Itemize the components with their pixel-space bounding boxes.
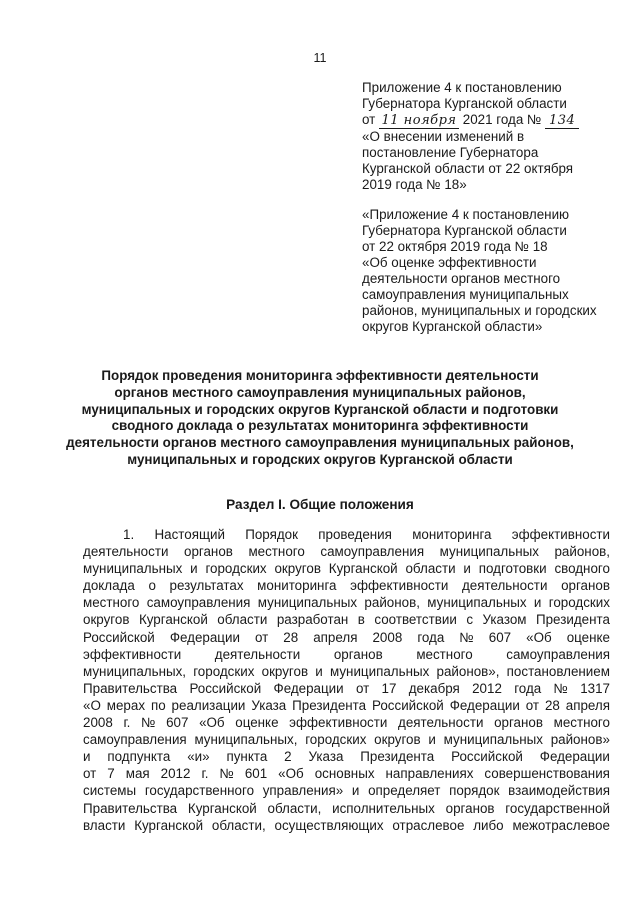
body-word: муниципальных,	[194, 732, 298, 748]
appendix-line: постановление Губернатора	[362, 145, 539, 160]
body-word: области	[405, 561, 456, 577]
appendix-line: Приложение 4 к постановлению	[362, 80, 562, 95]
body-word: Порядок	[245, 527, 298, 542]
body-line	[83, 680, 610, 697]
body-word: Федерации	[273, 680, 344, 696]
body-word: муниципальных,	[83, 663, 186, 679]
body-word: оценке	[566, 629, 610, 645]
body-paragraph	[83, 526, 610, 834]
body-word: от	[254, 629, 269, 645]
body-word: самоуправления	[320, 544, 425, 560]
body-line	[83, 629, 610, 646]
body-word: межотраслевое	[512, 817, 610, 833]
body-word: органов	[445, 800, 495, 816]
body-word: муниципальных	[257, 595, 358, 611]
body-word: №	[219, 766, 234, 782]
handwritten-number: 134	[545, 114, 579, 129]
body-word: взаимодействия	[508, 783, 610, 799]
body-word: либо	[473, 817, 504, 833]
body-word: органов	[333, 646, 383, 662]
body-word: муниципальных	[443, 732, 543, 748]
section-heading: Раздел I. Общие положения	[226, 497, 414, 512]
body-word: соответствии	[374, 612, 457, 628]
body-word: области	[217, 612, 268, 628]
appendix-line: Курганской области от 22 октября	[362, 161, 574, 176]
body-word: апреля	[565, 697, 610, 713]
body-word: муниципальных	[439, 544, 539, 560]
body-word: местного	[83, 595, 140, 611]
body-word: Федерации	[449, 697, 520, 713]
body-word: №	[459, 629, 474, 645]
body-word: и	[83, 749, 91, 765]
body-word: порядок	[449, 783, 500, 799]
appendix-date-line	[362, 112, 612, 129]
body-word: самоуправления	[83, 732, 187, 748]
body-word: сводного	[554, 561, 610, 577]
body-word: Российской	[189, 680, 262, 696]
body-word: Курганской	[187, 800, 257, 816]
body-word: 17	[381, 680, 397, 696]
body-word: системы	[83, 783, 137, 799]
body-word: апреля	[313, 629, 358, 645]
body-word: Указа	[308, 749, 344, 765]
body-word: 2008	[372, 629, 403, 645]
body-word: подготовки	[478, 561, 547, 577]
body-word: с	[466, 612, 474, 628]
body-line	[83, 817, 610, 834]
body-line	[83, 611, 610, 628]
body-word: власти	[83, 817, 126, 833]
body-line	[83, 714, 610, 731]
body-word: городских	[548, 595, 610, 611]
body-line	[83, 543, 610, 560]
body-word: Правительства	[83, 680, 178, 696]
document-title	[60, 368, 580, 469]
body-word: городских	[193, 663, 255, 679]
body-word: по	[150, 697, 166, 713]
body-word: деятельности	[398, 715, 484, 731]
body-word: округов	[374, 732, 421, 748]
body-word: и	[533, 595, 542, 611]
body-word: совершенствования	[484, 766, 610, 782]
body-word: результатах	[169, 578, 244, 594]
body-word: декабря	[408, 680, 460, 696]
body-line	[83, 731, 610, 748]
appendix2-line: Губернатора Курганской области	[362, 223, 567, 238]
body-word: и	[351, 783, 360, 799]
body-word: округов	[261, 663, 309, 679]
body-word: 607	[166, 715, 189, 731]
appendix2-line: деятельности органов местного	[362, 271, 561, 286]
body-word: округов	[274, 561, 321, 577]
body-word: управления»	[262, 783, 344, 799]
body-word: г.	[201, 766, 209, 782]
body-line	[83, 646, 610, 663]
body-word: органов	[561, 578, 610, 594]
body-word: 601	[244, 766, 268, 782]
body-line	[83, 577, 610, 594]
body-word: отраслевое	[392, 817, 465, 833]
body-word: районов»	[550, 732, 610, 748]
body-word: округов	[83, 612, 130, 628]
appendix2-line: «Приложение 4 к постановлению	[362, 207, 570, 222]
body-line	[83, 765, 610, 782]
body-word: Настоящий	[154, 527, 225, 542]
body-word: в	[357, 612, 365, 628]
body-line	[83, 800, 610, 817]
body-line	[83, 663, 610, 680]
body-word: Курганской	[138, 612, 208, 628]
body-word: Федерации	[169, 629, 240, 645]
body-word: органов	[494, 715, 543, 731]
body-line	[83, 748, 610, 765]
body-word: деятельности	[214, 646, 301, 662]
body-word: пункта	[226, 749, 268, 765]
body-word: муниципальных	[427, 595, 527, 611]
title-line: муниципальных и городских округов Курганской области	[127, 451, 513, 467]
body-word: местного	[416, 646, 473, 662]
body-word: органов	[184, 544, 233, 560]
appendix-line: Губернатора Курганской области	[362, 96, 567, 111]
body-word: муниципальных	[83, 561, 183, 577]
body-word: и	[315, 663, 323, 679]
page-number: 11	[313, 51, 327, 65]
body-word: и	[190, 561, 198, 577]
body-word: государственной	[505, 800, 610, 816]
body-word: «Об	[526, 629, 552, 645]
body-word: самоуправления	[146, 595, 251, 611]
handwritten-date: 11 ноября	[379, 114, 459, 129]
body-line	[83, 697, 610, 714]
body-word: определяет	[368, 783, 441, 799]
body-word: и	[463, 561, 471, 577]
appendix2-line: районов, муниципальных и городских	[362, 303, 597, 318]
body-word: от	[525, 697, 540, 713]
body-word: 2008	[83, 715, 113, 731]
appendix2-line: округов Курганской области»	[362, 319, 543, 334]
body-word: 7	[107, 766, 115, 782]
date-suffix: 2021 года №	[462, 112, 542, 127]
body-word: разработан	[276, 612, 349, 628]
body-word: №	[141, 715, 156, 731]
body-word: направлениях	[385, 766, 474, 782]
body-word: 607	[488, 629, 512, 645]
body-word: 2012	[472, 680, 502, 696]
body-word: местного	[248, 544, 305, 560]
appendix-original-header	[362, 207, 612, 335]
body-word: 1.	[123, 527, 135, 542]
body-word: районов»,	[436, 663, 500, 679]
appendix2-line: самоуправления муниципальных	[362, 287, 569, 302]
body-word: Российской	[83, 629, 155, 645]
appendix2-line: от 22 октября 2019 года № 18	[362, 239, 548, 254]
body-word: области,	[267, 800, 322, 816]
appendix2-line: «Об оценке эффективности	[362, 255, 537, 270]
body-word: 28	[544, 697, 560, 713]
body-word: и	[428, 732, 436, 748]
body-word: проведения	[318, 527, 392, 542]
body-word: Указом	[482, 612, 527, 628]
body-word: мониторинга	[412, 527, 492, 542]
appendix-header	[362, 80, 612, 193]
body-word: городских	[305, 732, 367, 748]
body-word: деятельности	[461, 578, 548, 594]
body-word: 2012	[160, 766, 191, 782]
body-word: районов,	[364, 595, 420, 611]
body-line	[83, 560, 610, 577]
body-line	[83, 526, 610, 543]
body-word: 2	[284, 749, 292, 765]
date-prefix: от	[362, 112, 376, 127]
body-word: Российской	[372, 697, 444, 713]
title-line: органов местного самоуправления муниципальных районов,	[114, 384, 526, 400]
body-word: местного	[553, 715, 610, 731]
body-word: эффективности	[289, 715, 388, 731]
body-word: Федерации	[539, 749, 610, 765]
body-word: мая	[125, 766, 150, 782]
body-word: постановлением	[506, 663, 610, 679]
body-word: доклада	[83, 578, 135, 594]
title-line: деятельности органов местного самоуправления муниципальных районов,	[66, 435, 574, 451]
body-word: осуществляющих	[274, 817, 384, 833]
body-word: 28	[283, 629, 299, 645]
body-word: городских	[205, 561, 267, 577]
body-word: мониторинга	[257, 578, 337, 594]
appendix-line: 2019 года № 18»	[362, 177, 467, 192]
title-line: Порядок проведения мониторинга эффективности деятельности	[101, 368, 539, 383]
body-word: эффективности	[511, 527, 610, 542]
body-word: «и»	[187, 749, 210, 765]
body-word: районов,	[554, 544, 610, 560]
body-word: «Об	[199, 715, 225, 731]
body-word: о	[148, 578, 156, 594]
body-word: Президента	[535, 612, 610, 628]
body-word: Курганской	[328, 561, 398, 577]
body-word: «О	[83, 697, 101, 713]
appendix-line: «О внесении изменений в	[362, 129, 525, 144]
body-word: подпункта	[107, 749, 171, 765]
body-word: эффективности	[350, 578, 449, 594]
body-word: самоуправления	[506, 646, 610, 662]
body-word: эффективности	[83, 646, 182, 662]
title-line: сводного доклада о результатах мониторинга эффективности	[111, 418, 529, 434]
body-word: государственного	[144, 783, 255, 799]
body-word: деятельности	[83, 544, 169, 560]
body-word: Указа	[251, 697, 287, 713]
body-word: года	[417, 629, 445, 645]
body-line	[83, 782, 610, 799]
body-word: от	[355, 680, 370, 696]
body-word: Правительства	[83, 800, 178, 816]
body-word: основных	[314, 766, 375, 782]
body-word: реализации	[171, 697, 246, 713]
body-word: №	[553, 680, 568, 696]
body-word: «Об	[278, 766, 304, 782]
body-line	[83, 594, 610, 611]
body-word: года	[514, 680, 542, 696]
body-word: муниципальных	[330, 663, 430, 679]
body-word: г.	[123, 715, 131, 731]
title-line: муниципальных и городских округов Курганской области и подготовки	[81, 401, 559, 417]
body-word: Президента	[360, 749, 435, 765]
body-word: Президента	[292, 697, 367, 713]
body-word: исполнительных	[332, 800, 435, 816]
body-word: мерах	[106, 697, 146, 713]
body-word: области,	[211, 817, 266, 833]
body-word: 1317	[580, 680, 610, 696]
body-word: Курганской	[134, 817, 204, 833]
body-word: Российской	[451, 749, 523, 765]
body-word: от	[83, 766, 97, 782]
body-word: оценке	[235, 715, 279, 731]
